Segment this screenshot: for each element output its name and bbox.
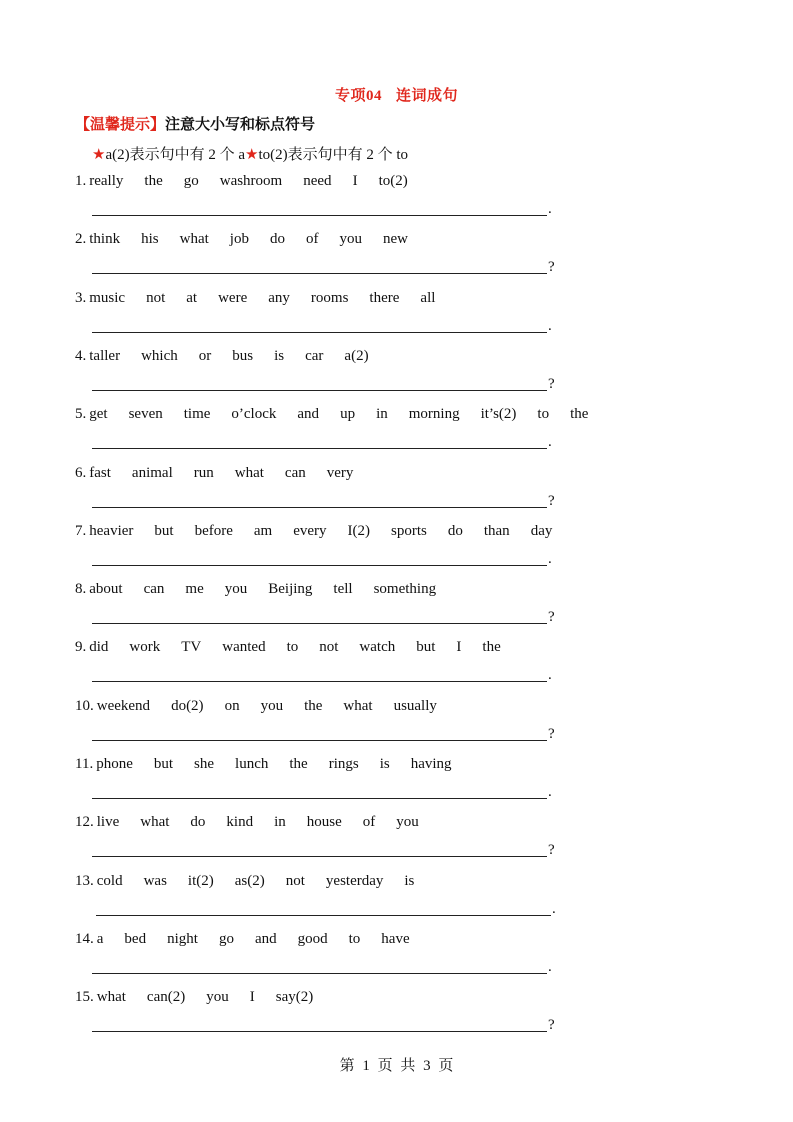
word: kind [226, 814, 254, 831]
tip [75, 113, 315, 134]
word: you [224, 581, 248, 598]
question-number: 5. [75, 406, 87, 423]
note [92, 143, 408, 164]
word: sports [391, 522, 427, 539]
word: was [143, 872, 167, 889]
question-number: 7. [75, 522, 87, 539]
word: I(2) [347, 522, 371, 539]
answer-line[interactable] [92, 623, 547, 624]
word: usually [393, 697, 437, 714]
end-punctuation: . [548, 667, 552, 684]
word: to [286, 639, 299, 656]
star-icon: ★ [245, 147, 259, 163]
word: what [140, 814, 170, 831]
question-number: 14. [75, 930, 94, 947]
word: can(2) [146, 989, 186, 1006]
question-number: 3. [75, 289, 87, 306]
word: heavier [89, 522, 134, 539]
question-4 [75, 348, 390, 365]
word: but [416, 639, 436, 656]
word: than [483, 522, 510, 539]
question-13 [75, 873, 435, 890]
word: job [229, 231, 249, 248]
word: o’clock [231, 406, 277, 423]
word: as(2) [234, 872, 265, 889]
title-text: 连词成句 [396, 88, 459, 104]
question-number: 10. [75, 697, 94, 714]
title-number: 专项04 [334, 88, 382, 104]
answer-line[interactable] [92, 740, 547, 741]
word: live [96, 814, 120, 831]
page-footer: 第 1 页 共 3 页 [339, 1058, 454, 1074]
word: or [198, 347, 212, 364]
end-punctuation: . [548, 550, 552, 567]
word: yesterday [325, 872, 384, 889]
word: bus [232, 347, 254, 364]
end-punctuation: . [548, 784, 552, 800]
word: tell [333, 581, 353, 598]
word: get [89, 406, 108, 423]
word: do(2) [171, 697, 204, 714]
word: have [381, 930, 410, 947]
end-punctuation: . [548, 317, 552, 334]
end-punctuation: . [548, 201, 552, 217]
question-number: 12. [75, 814, 94, 831]
word: and [297, 406, 320, 423]
word: can [143, 581, 165, 598]
answer-line[interactable] [92, 856, 547, 857]
word: I [456, 639, 462, 656]
word: it’s(2) [480, 406, 517, 423]
question-number: 2. [75, 231, 87, 248]
question-7 [75, 523, 573, 540]
word: the [482, 639, 501, 656]
word: can [284, 464, 306, 481]
question-number: 9. [75, 639, 87, 656]
word: not [285, 872, 305, 889]
word: fast [89, 464, 111, 481]
word: all [420, 289, 436, 306]
end-punctuation: ? [548, 609, 555, 626]
word: which [141, 347, 178, 364]
question-number: 8. [75, 581, 87, 598]
answer-line[interactable] [92, 507, 547, 508]
note-part2: to(2)表示句中有 2 个 to [258, 147, 409, 163]
question-9 [75, 639, 522, 656]
word: car [305, 347, 324, 364]
tip-text: 注意大小写和标点符号 [165, 117, 316, 133]
word: morning [408, 406, 460, 423]
word: do [190, 814, 206, 831]
word: do [269, 231, 285, 248]
word: a [96, 930, 104, 947]
answer-line[interactable] [92, 798, 547, 799]
question-2 [75, 231, 429, 248]
word: weekend [96, 697, 151, 714]
answer-line[interactable] [92, 1031, 547, 1032]
word: in [376, 406, 388, 423]
word: cold [96, 872, 123, 889]
word: animal [131, 464, 173, 481]
word: phone [96, 756, 133, 772]
star-icon: ★ [92, 147, 106, 163]
question-number: 15. [75, 989, 94, 1006]
end-punctuation: . [552, 900, 556, 917]
end-punctuation: . [548, 958, 552, 975]
word: the [304, 697, 323, 714]
word: to [348, 930, 361, 947]
word: you [260, 697, 284, 714]
word: very [326, 464, 354, 481]
word: his [141, 231, 159, 248]
word: any [268, 289, 290, 306]
question-8 [75, 581, 457, 598]
word: go [218, 930, 234, 947]
word: before [194, 522, 233, 539]
answer-line[interactable] [92, 448, 547, 449]
page-title [0, 84, 793, 105]
end-punctuation: . [548, 434, 552, 451]
word: good [297, 930, 328, 947]
end-punctuation: ? [548, 1017, 555, 1034]
end-punctuation: ? [548, 492, 555, 509]
question-1 [75, 173, 429, 190]
question-number: 1. [75, 173, 87, 189]
word: what [96, 989, 126, 1006]
word: she [194, 756, 215, 772]
word: it(2) [187, 872, 214, 889]
answer-line[interactable] [92, 565, 547, 566]
word: but [154, 522, 174, 539]
word: having [410, 756, 452, 772]
word: every [293, 522, 327, 539]
word: music [89, 289, 126, 306]
word: what [179, 231, 209, 248]
end-punctuation: ? [548, 725, 555, 742]
question-10 [75, 698, 458, 715]
tip-label: 【温馨提示】 [75, 117, 166, 133]
word: rings [328, 756, 359, 772]
word: not [319, 639, 339, 656]
word: what [343, 697, 373, 714]
answer-line[interactable] [92, 273, 547, 274]
word: of [305, 231, 319, 248]
question-number: 13. [75, 872, 94, 889]
answer-line[interactable] [92, 681, 547, 682]
word: at [186, 289, 198, 306]
word: up [340, 406, 356, 423]
answer-line[interactable] [92, 973, 547, 974]
word: time [183, 406, 211, 423]
word: you [206, 989, 229, 1006]
end-punctuation: ? [548, 375, 555, 392]
answer-line[interactable] [92, 390, 547, 391]
word: day [530, 522, 553, 539]
word: is [274, 347, 285, 364]
word: bed [124, 930, 147, 947]
word: something [373, 581, 437, 598]
answer-line[interactable] [92, 215, 547, 216]
word: me [185, 581, 204, 598]
word: am [253, 522, 273, 539]
word: run [193, 464, 214, 481]
word: and [254, 930, 277, 947]
word: seven [128, 406, 163, 423]
question-14 [75, 931, 431, 948]
word: to(2) [378, 173, 408, 189]
note-part1: a(2)表示句中有 2 个 a [105, 147, 246, 163]
word: the [144, 173, 163, 189]
question-12 [75, 814, 440, 831]
word: I [249, 989, 255, 1006]
word: the [289, 756, 308, 772]
question-5 [75, 406, 609, 423]
word: I [352, 173, 358, 189]
word: but [153, 756, 174, 772]
question-3 [75, 290, 456, 307]
word: Beijing [268, 581, 313, 598]
word: you [339, 231, 362, 248]
word: do [447, 522, 463, 539]
question-number: 6. [75, 464, 87, 481]
word: of [362, 814, 376, 831]
word: is [379, 756, 390, 772]
word: there [369, 289, 400, 306]
word: taller [89, 347, 121, 364]
word: in [274, 814, 286, 831]
word: need [303, 173, 332, 189]
word: a(2) [344, 347, 369, 364]
word: on [224, 697, 240, 714]
word: TV [181, 639, 202, 656]
word: really [89, 173, 124, 189]
word: go [183, 173, 199, 189]
word: were [218, 289, 248, 306]
word: washroom [219, 173, 283, 189]
word: you [396, 814, 419, 831]
word: did [89, 639, 109, 656]
word: think [89, 231, 121, 248]
answer-line[interactable] [96, 915, 551, 916]
question-6 [75, 465, 374, 482]
word: watch [359, 639, 396, 656]
word: what [234, 464, 264, 481]
word: wanted [222, 639, 266, 656]
word: lunch [235, 756, 269, 772]
end-punctuation: ? [548, 259, 555, 276]
question-number: 11. [75, 756, 94, 772]
word: not [146, 289, 166, 306]
word: say(2) [275, 989, 314, 1006]
word: the [570, 406, 589, 423]
question-11 [75, 756, 473, 773]
word: new [382, 231, 408, 248]
word: to [537, 406, 550, 423]
word: rooms [310, 289, 349, 306]
end-punctuation: ? [548, 842, 555, 859]
answer-line[interactable] [92, 332, 547, 333]
word: work [129, 639, 161, 656]
word: about [89, 581, 123, 598]
question-15 [75, 989, 334, 1006]
word: is [404, 872, 415, 889]
question-number: 4. [75, 347, 87, 364]
word: house [306, 814, 342, 831]
word: night [167, 930, 198, 947]
